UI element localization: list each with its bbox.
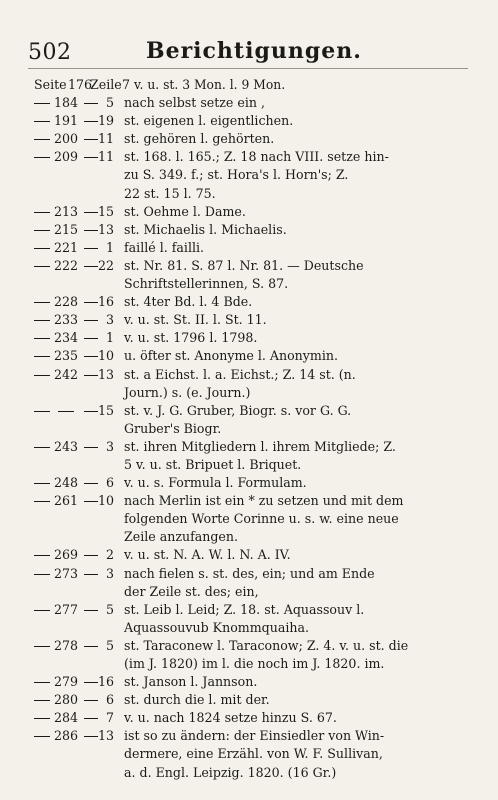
- page-number: 502: [28, 40, 72, 65]
- correction-text: st. gehören l. gehörten.: [124, 131, 275, 147]
- seite-number: 261: [54, 493, 79, 509]
- ditto-dash: [34, 718, 50, 719]
- errata-entry: [0, 637, 498, 673]
- ditto-dash: [84, 103, 98, 104]
- correction-text: st. ihren Mitgliedern l. ihrem Mitgliede; Z.: [124, 438, 396, 454]
- seite-number: 284: [54, 710, 79, 726]
- seite-number: 234: [54, 330, 79, 346]
- errata-entry: [0, 203, 498, 221]
- errata-entry: [0, 709, 498, 727]
- errata-list: [0, 76, 498, 782]
- errata-entry: [0, 112, 498, 130]
- ditto-dash: [34, 320, 50, 321]
- zeile-number: 11: [98, 149, 115, 165]
- correction-text: st. Nr. 81. S. 87 l. Nr. 81. — Deutsche: [124, 257, 364, 273]
- seite-number: 176: [68, 77, 93, 92]
- correction-continuation: Gruber's Biogr.: [124, 420, 222, 436]
- errata-entry: [0, 239, 498, 257]
- errata-entry: [0, 673, 498, 691]
- errata-entry: [0, 727, 498, 781]
- correction-text: u. öfter st. Anonyme l. Anonymin.: [124, 348, 338, 364]
- zeile-number: 11: [98, 131, 115, 147]
- correction-text: st. Oehme l. Dame.: [124, 203, 246, 219]
- ditto-dash: [34, 682, 50, 683]
- correction-continuation: Zeile anzufangen.: [124, 529, 238, 545]
- ditto-dash: [34, 121, 50, 122]
- seite-number: 243: [54, 438, 79, 454]
- zeile-number: 5: [105, 601, 114, 617]
- ditto-dash: [84, 682, 98, 683]
- errata-entry: [0, 601, 498, 637]
- ditto-dash: [84, 574, 98, 575]
- ditto-dash: [84, 700, 98, 701]
- errata-entry: [0, 366, 498, 402]
- seite-number: 200: [54, 131, 79, 147]
- correction-text: nach fielen s. st. des, ein; und am Ende: [124, 565, 375, 581]
- correction-text: st. Leib l. Leid; Z. 18. st. Aquassouv l.: [124, 601, 365, 617]
- errata-header-entry: [0, 76, 498, 94]
- errata-entry: [0, 148, 498, 202]
- ditto-dash: [84, 157, 98, 158]
- ditto-dash: [84, 139, 98, 140]
- ditto-dash: [34, 411, 50, 412]
- ditto-dash: [84, 375, 98, 376]
- seite-number: 191: [54, 113, 79, 129]
- seite-number: 228: [54, 294, 79, 310]
- zeile-number: 10: [98, 348, 115, 364]
- correction-text: st. Janson l. Jannson.: [124, 674, 258, 690]
- zeile-number: 6: [105, 475, 114, 491]
- ditto-dash: [34, 103, 50, 104]
- ditto-dash: [84, 356, 98, 357]
- seite-number: 221: [54, 239, 79, 255]
- seite-number: 233: [54, 312, 79, 328]
- errata-entry: [0, 293, 498, 311]
- ditto-dash: [34, 501, 50, 502]
- correction-continuation: Journ.) s. (e. Journ.): [124, 384, 251, 400]
- seite-number: 215: [54, 221, 79, 237]
- correction-text: st. 168. l. 165.; Z. 18 nach VIII. setze hin-: [124, 149, 389, 165]
- errata-entry: [0, 691, 498, 709]
- zeile-label: Zeile: [90, 77, 122, 92]
- seite-number: 235: [54, 348, 79, 364]
- zeile-number: 13: [98, 221, 115, 237]
- correction-continuation: 5 v. u. st. Bripuet l. Briquet.: [124, 456, 302, 472]
- ditto-dash: [84, 230, 98, 231]
- zeile-number: 15: [98, 203, 115, 219]
- ditto-dash: [34, 375, 50, 376]
- correction-continuation: 22 st. 15 l. 75.: [124, 185, 216, 201]
- zeile-number: 5: [105, 637, 114, 653]
- zeile-number: 5: [105, 95, 114, 111]
- errata-entry: [0, 565, 498, 601]
- seite-number: 242: [54, 366, 79, 382]
- ditto-dash: [84, 302, 98, 303]
- correction-text: nach selbst setze ein ,: [124, 95, 265, 111]
- correction-continuation: zu S. 349. f.; st. Hora's l. Horn's; Z.: [124, 167, 349, 183]
- ditto-dash: [84, 411, 98, 412]
- ditto-dash: [34, 230, 50, 231]
- correction-text: st. eigenen l. eigentlichen.: [124, 113, 294, 129]
- ditto-dash: [34, 574, 50, 575]
- zeile-number: 3: [105, 312, 114, 328]
- ditto-dash: [34, 356, 50, 357]
- seite-number: 279: [54, 674, 79, 690]
- correction-text: v. u. st. 3 Mon. l. 9 Mon.: [134, 77, 286, 92]
- correction-continuation: Aquassouvub Knommquaiha.: [124, 619, 310, 635]
- errata-entry: [0, 546, 498, 564]
- zeile-number: 7: [105, 710, 114, 726]
- ditto-dash: [84, 338, 98, 339]
- zeile-number: 2: [105, 547, 114, 563]
- zeile-number: 16: [98, 674, 115, 690]
- zeile-number: 13: [98, 366, 115, 382]
- ditto-dash: [34, 483, 50, 484]
- ditto-dash: [84, 248, 98, 249]
- errata-entry: [0, 474, 498, 492]
- seite-number: 269: [54, 547, 79, 563]
- correction-continuation: Schriftstellerinnen, S. 87.: [124, 276, 289, 292]
- seite-number: 209: [54, 149, 79, 165]
- zeile-number: 7: [122, 77, 131, 92]
- zeile-number: 15: [98, 402, 115, 418]
- ditto-dash: [34, 447, 50, 448]
- ditto-dash: [84, 610, 98, 611]
- ditto-dash: [84, 736, 98, 737]
- errata-entry: [0, 492, 498, 546]
- correction-text: v. u. nach 1824 setze hinzu S. 67.: [124, 710, 337, 726]
- correction-text: nach Merlin ist ein * zu setzen und mit dem: [124, 493, 404, 509]
- seite-number: 213: [54, 203, 79, 219]
- ditto-dash: [34, 302, 50, 303]
- seite-number: 184: [54, 95, 79, 111]
- seite-label: Seite: [34, 77, 67, 92]
- ditto-dash: [34, 338, 50, 339]
- zeile-number: 13: [98, 728, 115, 744]
- errata-entry: [0, 257, 498, 293]
- zeile-number: 3: [105, 438, 114, 454]
- seite-number: 286: [54, 728, 79, 744]
- correction-continuation: (im J. 1820) im l. die noch im J. 1820. im.: [124, 656, 385, 671]
- zeile-number: 10: [98, 493, 115, 509]
- running-title: Berichtigungen.: [146, 38, 362, 64]
- correction-text: v. u. st. 1796 l. 1798.: [124, 330, 258, 346]
- correction-text: st. 4ter Bd. l. 4 Bde.: [124, 294, 253, 310]
- seite-number: 248: [54, 475, 79, 491]
- seite-number: 273: [54, 565, 79, 581]
- correction-continuation: dermere, eine Erzähl. von W. F. Sullivan,: [124, 746, 383, 762]
- correction-text: ist so zu ändern: der Einsiedler von Win-: [124, 728, 385, 744]
- ditto-dash: [84, 212, 98, 213]
- zeile-number: 3: [105, 565, 114, 581]
- zeile-number: 16: [98, 294, 115, 310]
- errata-entry: [0, 329, 498, 347]
- correction-text: faillé l. failli.: [124, 239, 205, 255]
- errata-entry: [0, 402, 498, 438]
- ditto-dash: [34, 736, 50, 737]
- correction-text: v. u. st. St. II. l. St. 11.: [124, 312, 267, 328]
- seite-number: 278: [54, 637, 79, 653]
- ditto-dash: [84, 320, 98, 321]
- errata-entry: [0, 347, 498, 365]
- header-rule: [28, 68, 468, 69]
- correction-text: v. u. st. N. A. W. l. N. A. IV.: [124, 547, 291, 563]
- ditto-dash: [34, 610, 50, 611]
- zeile-number: 19: [98, 113, 115, 129]
- ditto-dash: [34, 139, 50, 140]
- ditto-dash: [84, 483, 98, 484]
- correction-text: st. v. J. G. Gruber, Biogr. s. vor G. G.: [124, 402, 352, 418]
- page-header: [28, 40, 468, 66]
- ditto-dash: [84, 266, 98, 267]
- correction-text: st. Michaelis l. Michaelis.: [124, 221, 287, 237]
- ditto-dash: [34, 646, 50, 647]
- ditto-dash: [84, 718, 98, 719]
- correction-continuation: der Zeile st. des; ein,: [124, 583, 259, 599]
- errata-entry: [0, 130, 498, 148]
- zeile-number: 1: [105, 239, 114, 255]
- errata-entry: [0, 311, 498, 329]
- ditto-dash: [84, 447, 98, 448]
- correction-continuation: folgenden Worte Corinne u. s. w. eine neue: [124, 511, 399, 527]
- errata-entry: [0, 438, 498, 474]
- ditto-dash: [84, 501, 98, 502]
- zeile-number: 1: [105, 330, 114, 346]
- errata-entry: [0, 221, 498, 239]
- ditto-dash: [34, 700, 50, 701]
- ditto-dash: [34, 157, 50, 158]
- seite-number: 222: [54, 257, 79, 273]
- ditto-dash: [84, 555, 98, 556]
- ditto-dash: [34, 212, 50, 213]
- ditto-dash: [58, 411, 74, 412]
- correction-text: v. u. s. Formula l. Formulam.: [124, 475, 307, 491]
- ditto-dash: [34, 555, 50, 556]
- seite-number: 277: [54, 601, 79, 617]
- errata-entry: [0, 94, 498, 112]
- ditto-dash: [34, 266, 50, 267]
- ditto-dash: [84, 646, 98, 647]
- correction-continuation: a. d. Engl. Leipzig. 1820. (16 Gr.): [124, 764, 337, 780]
- ditto-dash: [34, 248, 50, 249]
- zeile-number: 22: [98, 257, 115, 273]
- seite-number: 280: [54, 692, 79, 708]
- correction-text: st. Taraconew l. Taraconow; Z. 4. v. u. st. die: [124, 637, 409, 653]
- correction-text: st. a Eichst. l. a. Eichst.; Z. 14 st. (n.: [124, 366, 356, 382]
- ditto-dash: [84, 121, 98, 122]
- correction-text: st. durch die l. mit der.: [124, 692, 270, 708]
- zeile-number: 6: [105, 692, 114, 708]
